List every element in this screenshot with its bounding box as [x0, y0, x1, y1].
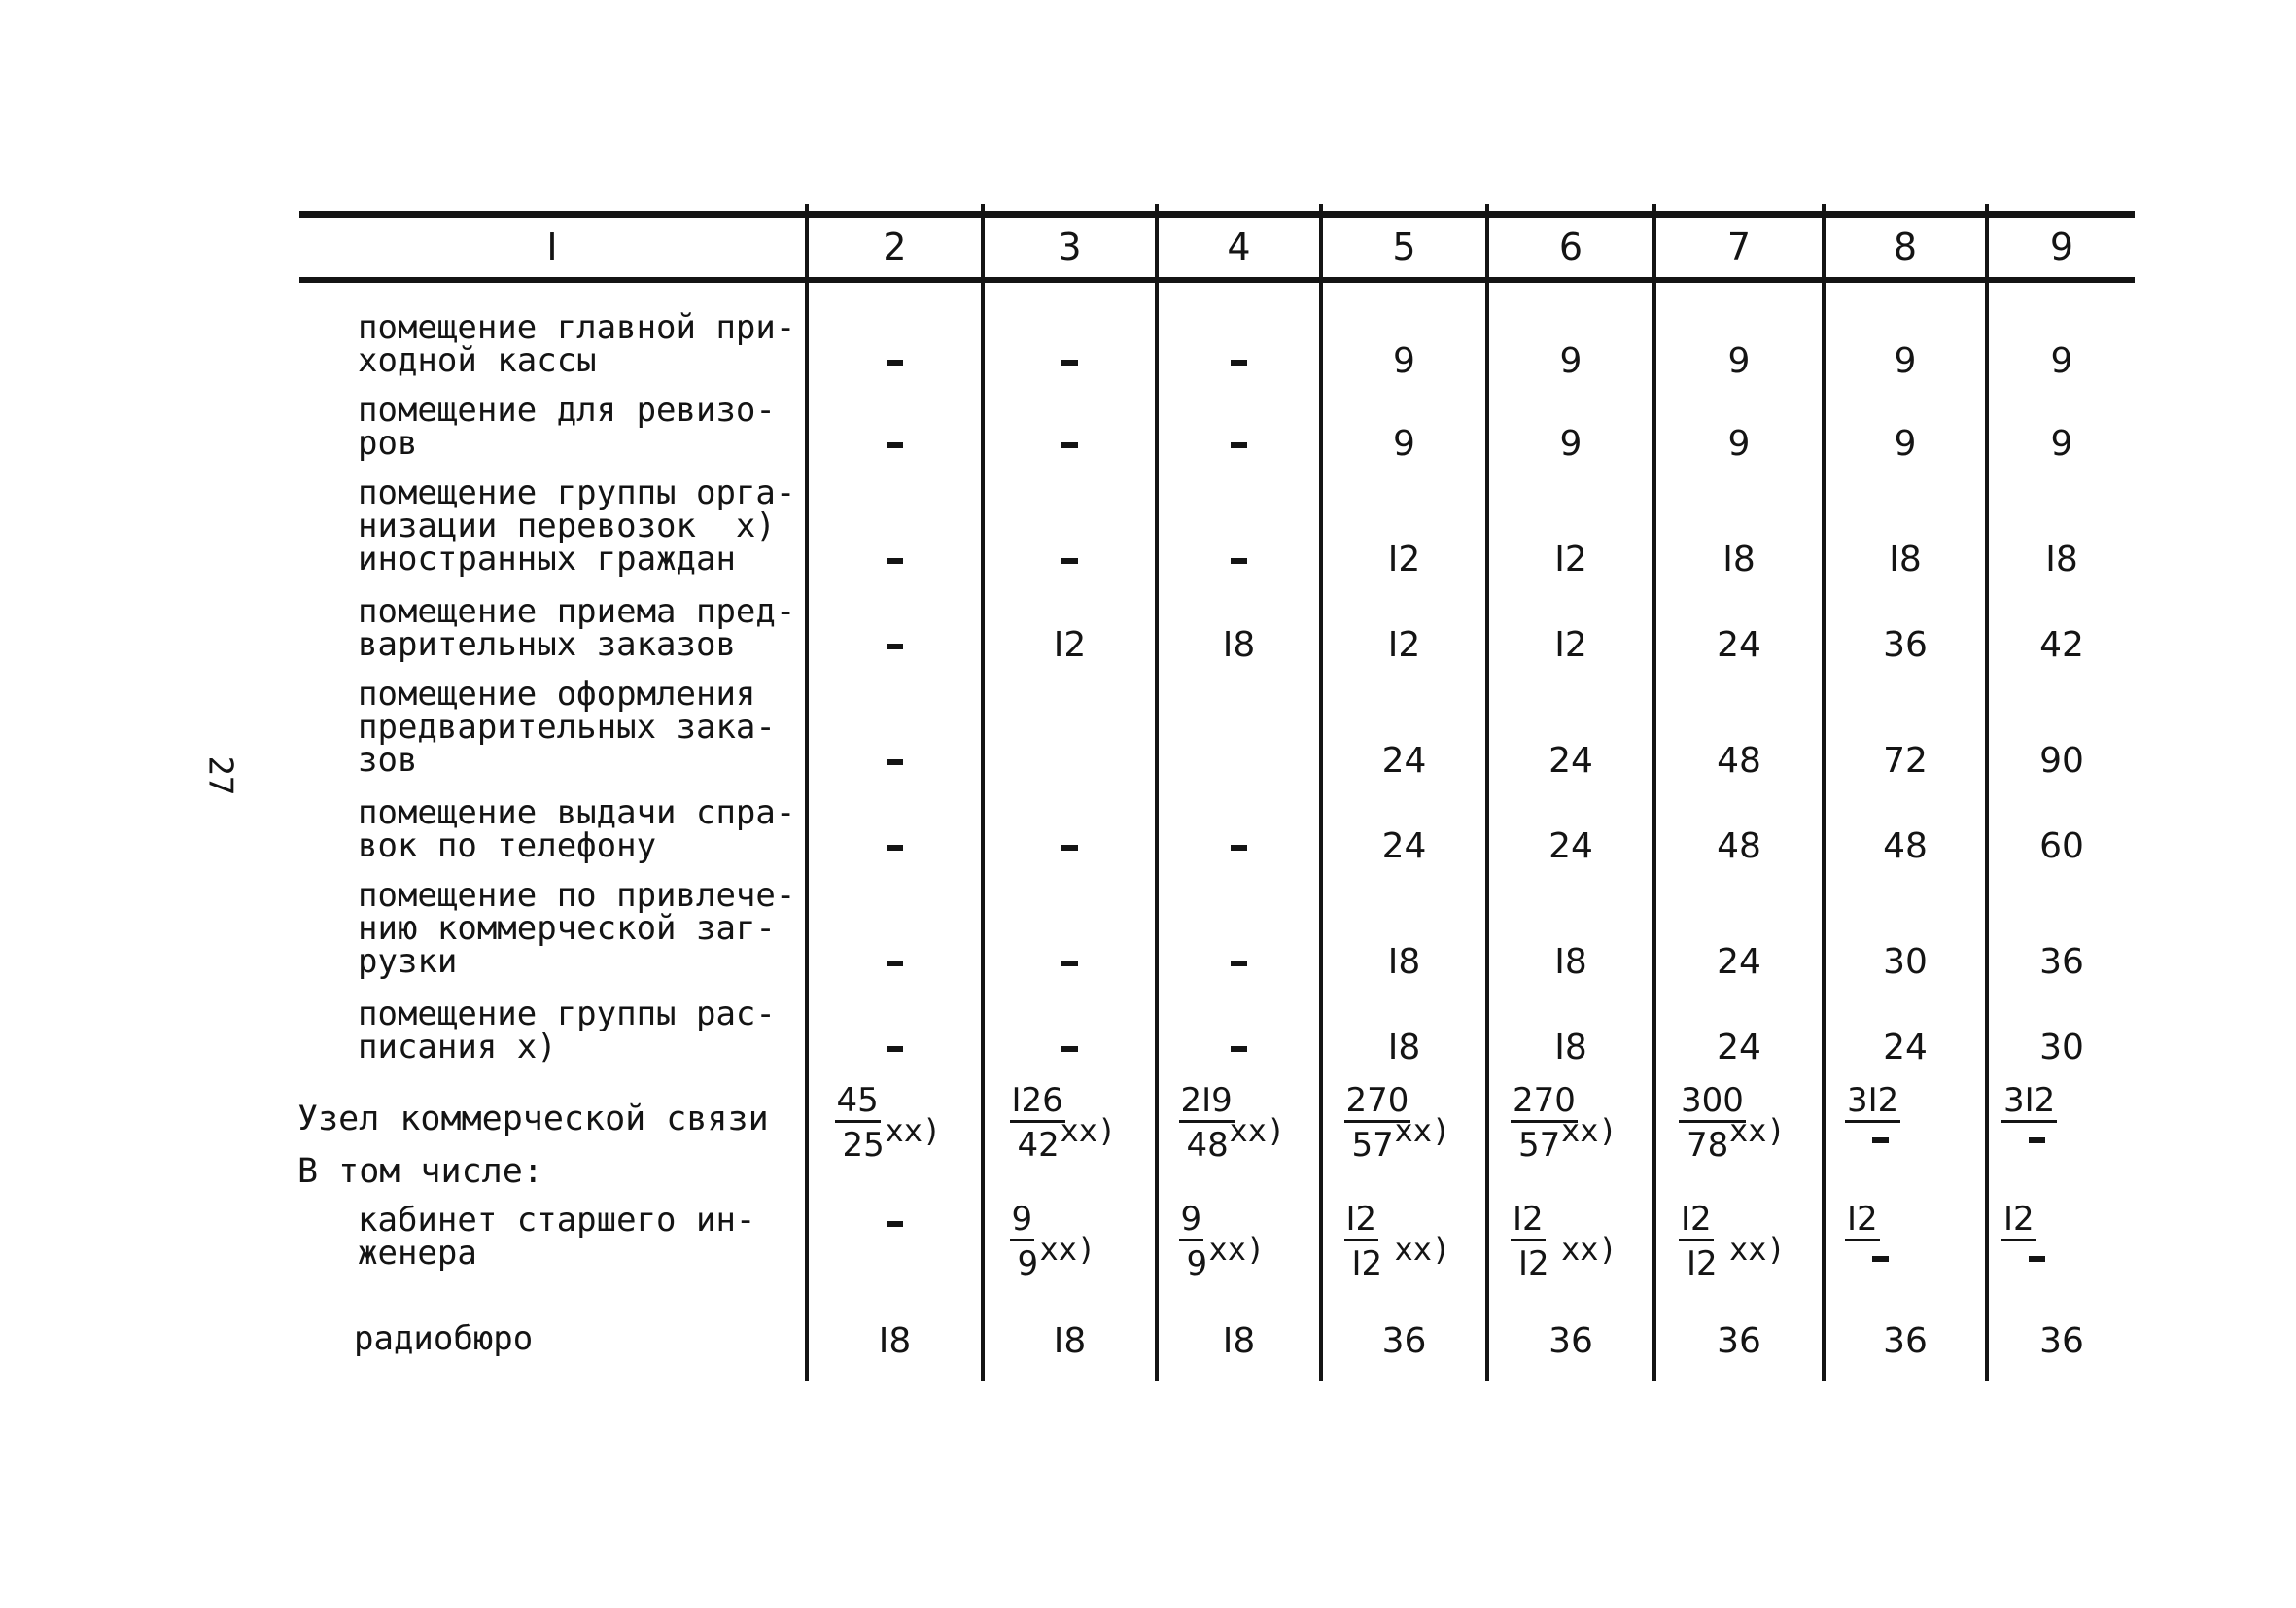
table-cell: 24 — [1381, 826, 1427, 866]
dash-mark — [1061, 1046, 1078, 1052]
table-cell — [1171, 943, 1307, 982]
dash-mark — [1061, 360, 1078, 366]
fraction-numerator: 45 — [835, 1081, 881, 1123]
table-cell: 48 — [1717, 741, 1761, 781]
table-cell — [827, 342, 963, 381]
fraction-denominator: 25 — [842, 1126, 885, 1165]
uzel-fraction — [2001, 1081, 2147, 1169]
dash-mark — [1231, 558, 1247, 564]
table-cell: I8 — [1554, 942, 1587, 982]
footnote-mark: xx) — [1394, 1112, 1451, 1149]
table-cell: 9 — [1559, 424, 1583, 464]
table-cell: 48 — [1717, 826, 1761, 866]
table-cell: I2 — [1387, 625, 1421, 665]
row-label-line: помещение выдачи спра- — [358, 793, 796, 832]
row-label-line: помещение для ревизо- — [358, 391, 776, 430]
table-cell: 9 — [2050, 341, 2073, 381]
column-separator — [1155, 204, 1159, 1381]
table-cell: 36 — [2039, 942, 2084, 982]
dash-mark — [1231, 961, 1247, 966]
fraction-denominator: I2 — [1351, 1244, 1383, 1283]
fraction-denominator: 57 — [1518, 1126, 1561, 1165]
table-cell: 36 — [1883, 1321, 1928, 1361]
table-cell — [1171, 342, 1307, 381]
row-label-line: низации перевозок x) — [358, 507, 776, 545]
kabinet-fraction — [1179, 1200, 1325, 1287]
table-cell: 9 — [1894, 341, 1917, 381]
row-label-line: рузки — [358, 942, 458, 981]
table-cell: 72 — [1883, 741, 1928, 781]
table-cell: I8 — [1222, 1321, 1256, 1361]
row-label-line: помещение главной при- — [358, 308, 796, 347]
table-cell: 60 — [2039, 826, 2084, 866]
fraction-denominator: 42 — [1017, 1126, 1060, 1165]
column-separator — [981, 204, 985, 1381]
fraction-numerator: 270 — [1511, 1081, 1578, 1123]
table-cell — [827, 425, 963, 464]
kabinet-label-line: кабинет старшего ин- — [358, 1201, 756, 1240]
row-label-line: предварительных зака- — [358, 708, 776, 747]
table-cell: 9 — [1894, 424, 1917, 464]
fraction-numerator: I2 — [1679, 1200, 1714, 1241]
page-number: 27 — [200, 755, 240, 796]
kabinet-label-line: женера — [358, 1234, 477, 1273]
footnote-mark: xx) — [1561, 1231, 1618, 1268]
table-cell: 36 — [2039, 1321, 2084, 1361]
footnote-mark: xx) — [885, 1112, 942, 1149]
dash-mark — [887, 1221, 903, 1227]
fraction-denominator — [2029, 1137, 2045, 1143]
fraction-numerator: I2 — [1845, 1200, 1880, 1241]
footnote-mark: xx) — [1394, 1231, 1451, 1268]
kabinet-fraction — [1010, 1200, 1156, 1287]
table-cell — [827, 827, 963, 866]
table-cell: I8 — [1554, 1028, 1587, 1067]
table-cell: 24 — [1548, 826, 1593, 866]
kabinet-fraction — [2001, 1200, 2147, 1287]
footnote-mark: xx) — [1039, 1231, 1096, 1268]
table-cell: 24 — [1381, 741, 1427, 781]
table-cell: I8 — [1053, 1321, 1087, 1361]
kabinet-fraction — [1344, 1200, 1490, 1287]
table-top-rule — [299, 211, 2135, 218]
table-cell — [1171, 827, 1307, 866]
table-cell — [1002, 425, 1138, 464]
uzel-fraction — [1344, 1081, 1490, 1169]
row-label-line: нию коммерческой заг- — [358, 909, 776, 948]
fraction-denominator: I2 — [1687, 1244, 1718, 1283]
table-cell — [1002, 541, 1138, 579]
dash-mark — [887, 759, 903, 765]
table-cell — [1171, 541, 1307, 579]
fraction-denominator: 57 — [1351, 1126, 1394, 1165]
dash-mark — [1231, 845, 1247, 851]
table-header-rule — [299, 277, 2135, 283]
fraction-denominator: 78 — [1687, 1126, 1729, 1165]
dash-mark — [1231, 442, 1247, 448]
table-cell — [1002, 342, 1138, 381]
fraction-numerator: 3I2 — [2001, 1081, 2057, 1123]
fraction-denominator: 48 — [1186, 1126, 1229, 1165]
uzel-fraction — [1511, 1081, 1656, 1169]
table-cell — [827, 1029, 963, 1067]
fraction-denominator — [1872, 1256, 1889, 1262]
table-cell: 9 — [1559, 341, 1583, 381]
fraction-numerator: 300 — [1679, 1081, 1746, 1123]
column-header-3: 3 — [1058, 226, 1082, 268]
table-cell: 30 — [2039, 1028, 2084, 1067]
dash-mark — [887, 442, 903, 448]
table-cell: 90 — [2039, 741, 2084, 781]
table-cell: 9 — [1393, 341, 1415, 381]
dash-mark — [887, 558, 903, 564]
table-cell: 9 — [1393, 424, 1415, 464]
table-cell: 24 — [1717, 625, 1761, 665]
fraction-numerator: I26 — [1010, 1081, 1065, 1123]
fraction-numerator: 9 — [1010, 1200, 1035, 1241]
row-label-line: ходной кассы — [358, 341, 597, 380]
table-cell: I8 — [1722, 540, 1756, 579]
table-cell — [1171, 1029, 1307, 1067]
fraction-numerator: I2 — [1344, 1200, 1379, 1241]
table-cell: I2 — [1554, 540, 1587, 579]
fraction-numerator: 3I2 — [1845, 1081, 1900, 1123]
table-cell — [1002, 827, 1138, 866]
fraction-denominator: 9 — [1017, 1244, 1039, 1283]
fraction-denominator: I2 — [1518, 1244, 1549, 1283]
fraction-numerator: 270 — [1344, 1081, 1411, 1123]
table-cell — [1002, 943, 1138, 982]
dash-mark — [887, 961, 903, 966]
column-header-7: 7 — [1726, 226, 1752, 268]
dash-mark — [887, 1046, 903, 1052]
table-cell: 42 — [2039, 625, 2084, 665]
column-header-8: 8 — [1893, 226, 1918, 268]
row-label-line: ров — [358, 424, 418, 463]
table-cell: I2 — [1554, 625, 1587, 665]
table-cell: I8 — [1222, 625, 1256, 665]
row-label-line: варительных заказов — [358, 625, 736, 664]
fraction-numerator: 2I9 — [1179, 1081, 1235, 1123]
footnote-mark: xx) — [1060, 1112, 1117, 1149]
footnote-mark: xx) — [1729, 1231, 1786, 1268]
footnote-mark: xx) — [1208, 1231, 1266, 1268]
kabinet-fraction — [1845, 1200, 1991, 1287]
dash-mark — [887, 644, 903, 649]
uzel-fraction — [1679, 1081, 1825, 1169]
table-cell — [827, 1204, 963, 1242]
table-cell: 30 — [1883, 942, 1928, 982]
kabinet-fraction — [1511, 1200, 1656, 1287]
dash-mark — [1231, 1046, 1247, 1052]
table-cell: 36 — [1381, 1321, 1427, 1361]
table-cell — [827, 541, 963, 579]
dash-mark — [1061, 558, 1078, 564]
column-header-2: 2 — [883, 226, 907, 268]
table-cell: I8 — [1387, 1028, 1421, 1067]
uzel-fraction — [1845, 1081, 1991, 1169]
table-cell: 9 — [2050, 424, 2073, 464]
table-cell: 24 — [1717, 942, 1761, 982]
row-label-line: вок по телефону — [358, 826, 657, 865]
row-label-line: помещение группы орга- — [358, 473, 796, 512]
row-label-line: помещение группы рас- — [358, 995, 776, 1033]
table-cell: 9 — [1727, 341, 1751, 381]
uzel-fraction — [835, 1081, 981, 1169]
table-cell: I8 — [1889, 540, 1922, 579]
fraction-numerator: I2 — [1511, 1200, 1546, 1241]
kabinet-fraction — [1679, 1200, 1825, 1287]
v-tom-chisle-label: В том числе: — [297, 1152, 543, 1191]
row-label-line: помещение приема пред- — [358, 592, 796, 631]
footnote-mark: xx) — [1729, 1112, 1786, 1149]
row-label-line: писания x) — [358, 1028, 557, 1066]
table-cell: I8 — [2045, 540, 2078, 579]
column-header-6: 6 — [1558, 226, 1583, 268]
row-label-line: помещение по привлече- — [358, 876, 796, 915]
dash-mark — [887, 845, 903, 851]
column-header-5: 5 — [1392, 226, 1416, 268]
table-cell — [827, 742, 963, 781]
table-cell — [1002, 1029, 1138, 1067]
uzel-fraction — [1010, 1081, 1156, 1169]
row-label-line: помещение оформления — [358, 675, 756, 714]
table-cell: 36 — [1548, 1321, 1593, 1361]
table-cell: 36 — [1717, 1321, 1761, 1361]
column-header-9: 9 — [2049, 226, 2074, 268]
table-cell — [1171, 425, 1307, 464]
column-header-1: I — [546, 226, 558, 268]
fraction-denominator — [2029, 1256, 2045, 1262]
dash-mark — [1231, 360, 1247, 366]
fraction-numerator: I2 — [2001, 1200, 2036, 1241]
table-cell: I8 — [878, 1321, 912, 1361]
table-cell: I2 — [1053, 625, 1087, 665]
table-cell: 24 — [1548, 741, 1593, 781]
dash-mark — [1061, 961, 1078, 966]
table-cell: 36 — [1883, 625, 1928, 665]
column-header-4: 4 — [1227, 226, 1251, 268]
table-cell: 24 — [1883, 1028, 1928, 1067]
footnote-mark: xx) — [1561, 1112, 1618, 1149]
table-cell: 24 — [1717, 1028, 1761, 1067]
table-cell: I2 — [1387, 540, 1421, 579]
table-cell — [827, 943, 963, 982]
fraction-denominator — [1872, 1137, 1889, 1143]
fraction-numerator: 9 — [1179, 1200, 1204, 1241]
uzel-label: Узел коммерческой связи — [297, 1100, 769, 1138]
dash-mark — [1061, 845, 1078, 851]
row-label-line: иностранных граждан — [358, 540, 736, 578]
footnote-mark: xx) — [1229, 1112, 1286, 1149]
radiobyuro-label: радиобюро — [354, 1319, 534, 1358]
dash-mark — [887, 360, 903, 366]
fraction-denominator: 9 — [1186, 1244, 1208, 1283]
table-cell: 48 — [1883, 826, 1928, 866]
row-label-line: зов — [358, 741, 418, 780]
column-separator — [805, 204, 809, 1381]
dash-mark — [1061, 442, 1078, 448]
table-cell: 9 — [1727, 424, 1751, 464]
table-cell: I8 — [1387, 942, 1421, 982]
uzel-fraction — [1179, 1081, 1325, 1169]
table-cell — [827, 626, 963, 665]
